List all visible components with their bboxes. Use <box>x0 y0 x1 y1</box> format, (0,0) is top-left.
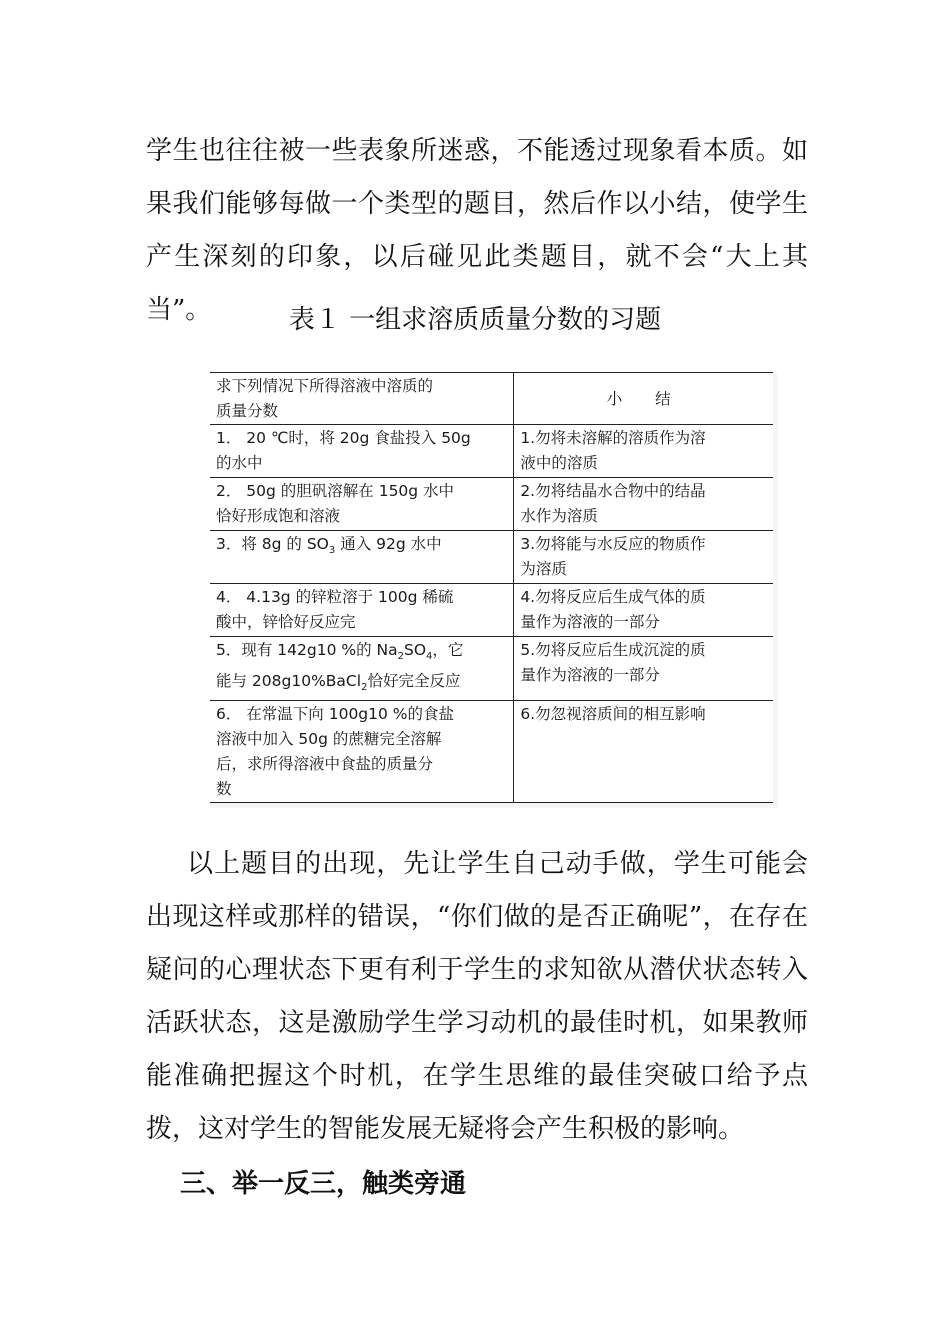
summary-cell <box>514 701 773 803</box>
cell-line: 的水中 <box>216 454 263 472</box>
question-cell <box>210 531 514 584</box>
cell-line: 为溶质 <box>520 560 567 578</box>
cell-text: SO <box>404 641 427 659</box>
table-row <box>210 531 773 584</box>
cell-line: 6． 在常温下向 100g10 %的食盐 <box>216 705 455 724</box>
cell-line: 量作为溶液的一部分 <box>520 666 660 684</box>
table-caption: 表１ 一组求溶质质量分数的习题 <box>288 305 662 335</box>
exercise-table <box>210 372 773 803</box>
summary-cell <box>514 425 773 478</box>
subscript: 2 <box>361 682 368 694</box>
section-heading: 三、举一反三，触类旁通 <box>180 1169 467 1199</box>
summary-cell <box>514 584 773 637</box>
question-cell <box>210 701 514 803</box>
cell-line: 后，求所得溶液中食盐的质量分 <box>216 755 434 774</box>
table-row <box>210 701 773 803</box>
header-summary: 小 结 <box>514 373 773 425</box>
summary-cell <box>514 531 773 584</box>
cell-text: ，它 <box>432 641 464 659</box>
cell-line: 数 <box>216 780 232 799</box>
question-cell <box>210 478 514 531</box>
cell-line: 6.勿忽视溶质间的相互影响 <box>520 705 706 724</box>
question-cell <box>210 584 514 637</box>
cell-text: 3．将 8g 的 SO <box>216 535 329 553</box>
summary-cell <box>514 478 773 531</box>
cell-line: 2.勿将结晶水合物中的结晶 <box>520 482 706 500</box>
cell-text: 通入 92g 水中 <box>335 535 442 553</box>
cell-line: 1． 20 ℃时，将 20g 食盐投入 50g <box>216 429 471 447</box>
table-row <box>210 478 773 531</box>
cell-text: 5．现有 142g10 %的 Na <box>216 641 398 659</box>
cell-line: 1.勿将未溶解的溶质作为溶 <box>520 429 706 447</box>
cell-text: 能与 208g10%BaCl <box>216 672 362 691</box>
cell-text: 恰好完全反应 <box>367 672 461 691</box>
table-row <box>210 425 773 478</box>
body-paragraph-2-text: 以上题目的出现，先让学生自己动手做，学生可能会出现这样或那样的错误，“你们做的是否正确呢”，在存在疑问的心理状态下更有利于学生的求知欲从潜伏状态转入活跃状态，这是激励学生学习动机的最佳时机，如果教师能准确把握这个时机，在学生思维的最佳突破口给予点拨，这对学生的智能发展无疑将会产生积极的影响。 <box>146 849 808 1144</box>
subscript: 4 <box>426 651 433 663</box>
cell-line: 恰好形成饱和溶液 <box>216 507 341 525</box>
body-paragraph-1: 学生也往往被一些表象所迷惑，不能透过现象看本质。如果我们能够每做一个类型的题目，然后作以小结，使学生产生深刻的印象，以后碰见此类题目，就不会“大上其当”。 <box>146 136 808 325</box>
cell-line: 溶液中加入 50g 的蔗糖完全溶解 <box>216 730 442 749</box>
header-question <box>210 373 514 425</box>
table-row <box>210 637 773 701</box>
header-question-line: 质量分数 <box>216 402 279 420</box>
cell-line: 酸中，锌恰好反应完 <box>216 613 356 631</box>
subscript: 3 <box>328 545 336 557</box>
exercise-table-image <box>210 372 778 808</box>
cell-line: 5.勿将反应后生成沉淀的质 <box>520 641 706 659</box>
header-question-line: 求下列情况下所得溶液中溶质的 <box>216 377 434 395</box>
cell-line: 4.勿将反应后生成气体的质 <box>520 588 706 606</box>
cell-line: 液中的溶质 <box>520 454 598 472</box>
question-cell <box>210 637 514 701</box>
table-header-row <box>210 373 773 425</box>
question-cell <box>210 425 514 478</box>
cell-line: 4． 4.13g 的锌粒溶于 100g 稀硫 <box>216 588 454 606</box>
table-row <box>210 584 773 637</box>
cell-line: 水作为溶质 <box>520 507 598 525</box>
cell-line: 2． 50g 的胆矾溶解在 150g 水中 <box>216 482 455 500</box>
cell-line: 3.勿将能与水反应的物质作 <box>520 535 706 553</box>
summary-cell <box>514 637 773 701</box>
body-paragraph-2 <box>146 838 808 1156</box>
subscript: 2 <box>397 651 404 663</box>
cell-line: 量作为溶液的一部分 <box>520 613 660 631</box>
